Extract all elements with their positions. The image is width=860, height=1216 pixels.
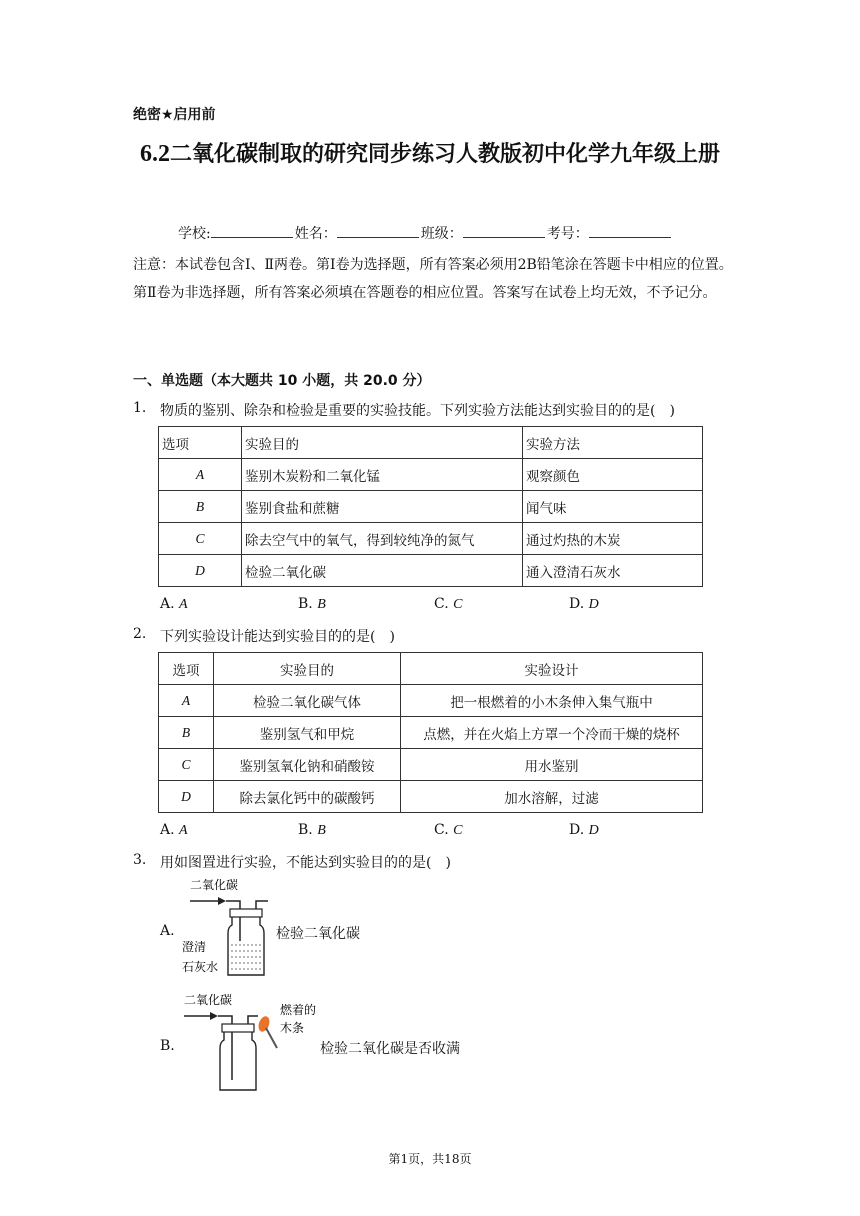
table-cell: 选项: [159, 653, 214, 685]
table-cell: 实验目的: [214, 653, 401, 685]
option-letter: B: [317, 823, 326, 838]
table-cell: 加水溶解，过滤: [401, 781, 703, 813]
table-cell: D: [159, 781, 214, 813]
table-cell: 把一根燃着的小木条伸入集气瓶中: [401, 685, 703, 717]
q2-option-c[interactable]: [434, 822, 462, 839]
gas-washing-bottle-icon: [226, 901, 268, 975]
confidential-label: 绝密★启用前: [133, 107, 216, 123]
table-cell: 闻气味: [523, 491, 703, 523]
table-row: [159, 459, 703, 491]
q3-option-a-label[interactable]: A.: [160, 923, 175, 939]
table-cell: 实验设计: [401, 653, 703, 685]
q3-text: 用如图置进行实验，不能达到实验目的的是( ): [160, 855, 451, 871]
section-title: 一、单选题（本大题共 10 小题，共 20.0 分）: [133, 373, 431, 389]
option-label: A.: [160, 596, 180, 612]
fig-gas-label: 二氧化碳: [190, 878, 239, 892]
table-header-row: [159, 427, 703, 459]
q2-text: 下列实验设计能达到实验目的的是( ): [160, 629, 395, 645]
title-number: 6.2: [139, 141, 170, 167]
q1-number: 1.: [133, 400, 147, 416]
fig-stick-label-2: 木条: [280, 1021, 305, 1035]
q3-option-a-desc: 检验二氧化碳: [276, 926, 360, 942]
student-info-line: [178, 223, 673, 243]
option-letter: C: [453, 597, 463, 612]
table-cell: D: [159, 555, 242, 587]
q2-table: [158, 652, 703, 813]
table-cell: 除去氯化钙中的碳酸钙: [214, 781, 401, 813]
school-label: 学校:: [178, 226, 211, 242]
table-cell: 实验方法: [523, 427, 703, 459]
page-title: [118, 132, 742, 177]
q1-option-d[interactable]: [569, 596, 599, 613]
option-label: C.: [434, 822, 454, 838]
option-letter: A: [179, 597, 188, 612]
table-cell: 检验二氧化碳: [242, 555, 523, 587]
title-text: 二氧化碳制取的研究同步练习人教版初中化学九年级上册: [169, 142, 720, 167]
q3-number: 3.: [133, 852, 147, 868]
q1-option-c[interactable]: [434, 596, 462, 613]
table-cell: C: [159, 749, 214, 781]
exam-no-label: 考号：: [546, 226, 589, 242]
fig-stick-label-1: 燃着的: [280, 1003, 317, 1017]
exam-note: 注意：本试卷包含Ⅰ、Ⅱ两卷。第Ⅰ卷为选择题，所有答案必须用2B铅笔涂在答题卡中相应的位置。第Ⅱ卷为非选择题，所有答案必须填在答题卷的相应位置。答案写在试卷上均无效，不予记分。: [133, 257, 733, 301]
table-row: [159, 685, 703, 717]
table-cell: 鉴别氢气和甲烷: [214, 717, 401, 749]
option-label: B.: [298, 596, 318, 612]
class-blank: [463, 225, 545, 238]
table-cell: B: [159, 491, 242, 523]
table-row: [159, 781, 703, 813]
q2-option-a[interactable]: [160, 822, 188, 839]
burning-stick-icon: [257, 1015, 277, 1048]
table-row: [159, 491, 703, 523]
page-footer: 第1页，共18页: [388, 1152, 472, 1166]
fig-liquid-label-2: 石灰水: [182, 960, 219, 974]
q3-option-b-figure: [182, 990, 322, 1094]
table-row: [159, 717, 703, 749]
option-label: C.: [434, 596, 454, 612]
table-cell: 鉴别氢氧化钠和硝酸铵: [214, 749, 401, 781]
arrow-icon: [184, 1012, 218, 1020]
q1-option-a[interactable]: [160, 596, 188, 613]
q3-option-b-label[interactable]: B.: [160, 1038, 175, 1054]
table-cell: 鉴别木炭粉和二氧化锰: [242, 459, 523, 491]
name-label: 姓名：: [294, 226, 337, 242]
table-cell: 用水鉴别: [401, 749, 703, 781]
fig-liquid-label-1: 澄清: [182, 940, 207, 954]
table-cell: 通过灼热的木炭: [523, 523, 703, 555]
option-label: B.: [298, 822, 318, 838]
gas-collecting-bottle-icon: [218, 1016, 258, 1090]
table-row: [159, 555, 703, 587]
table-cell: 除去空气中的氧气，得到较纯净的氮气: [242, 523, 523, 555]
exam-no-blank: [589, 225, 671, 238]
table-cell: A: [159, 459, 242, 491]
q3-option-b-desc: 检验二氧化碳是否收满: [320, 1041, 460, 1057]
table-cell: 实验目的: [242, 427, 523, 459]
option-letter: D: [588, 823, 599, 838]
option-label: A.: [160, 822, 180, 838]
q1-text: 物质的鉴别、除杂和检验是重要的实验技能。下列实验方法能达到实验目的的是( ): [160, 403, 675, 419]
q2-option-b[interactable]: [298, 822, 326, 839]
table-cell: A: [159, 685, 214, 717]
table-cell: 观察颜色: [523, 459, 703, 491]
table-cell: 检验二氧化碳气体: [214, 685, 401, 717]
q1-option-b[interactable]: [298, 596, 326, 613]
table-cell: 选项: [159, 427, 242, 459]
option-label: D.: [569, 596, 589, 612]
table-cell: 点燃，并在火焰上方罩一个冷而干燥的烧杯: [401, 717, 703, 749]
table-header-row: [159, 653, 703, 685]
option-letter: A: [179, 823, 188, 838]
option-label: D.: [569, 822, 589, 838]
option-letter: C: [453, 823, 463, 838]
arrow-icon: [190, 897, 226, 905]
q2-option-d[interactable]: [569, 822, 599, 839]
table-cell: B: [159, 717, 214, 749]
class-label: 班级：: [420, 226, 463, 242]
table-cell: C: [159, 523, 242, 555]
option-letter: D: [588, 597, 599, 612]
table-cell: 通入澄清石灰水: [523, 555, 703, 587]
table-cell: 鉴别食盐和蔗糖: [242, 491, 523, 523]
q1-table: [158, 426, 703, 587]
option-letter: B: [317, 597, 326, 612]
name-blank: [337, 225, 419, 238]
q3-option-a-figure: [182, 875, 274, 979]
school-blank: [211, 225, 293, 238]
fig-gas-label: 二氧化碳: [184, 993, 233, 1007]
table-row: [159, 749, 703, 781]
table-row: [159, 523, 703, 555]
q2-number: 2.: [133, 626, 147, 642]
